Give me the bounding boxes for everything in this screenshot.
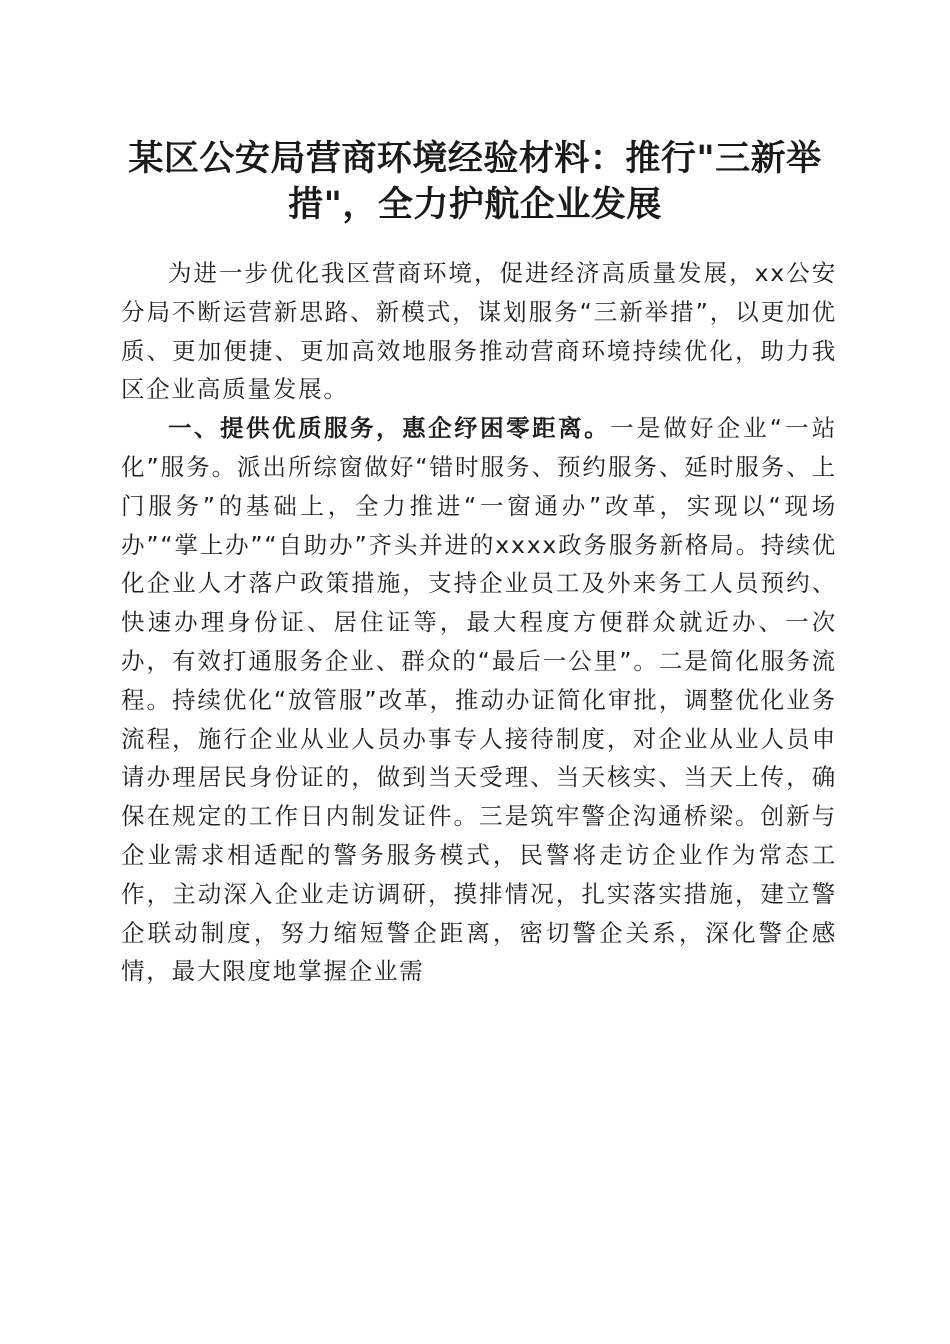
- intro-paragraph: [121, 254, 837, 409]
- document-title: 某区公安局营商环境经验材料：推行"三新举措"，全力护航企业发展: [128, 138, 822, 225]
- intro-paragraph-text: 为进一步优化我区营商环境，促进经济高质量发展，xx公安分局不断运营新思路、新模式，谋划服务“三新举措”，以更加优质、更加便捷、更加高效地服务推动营商环境持续优化，助力我区企业高质量发展。: [121, 259, 837, 404]
- section-one-heading: 一、提供优质服务，惠企纾困零距离。: [168, 414, 611, 443]
- document-body: [121, 254, 837, 991]
- section-one-text: 一是做好企业“一站化”服务。派出所综窗做好“错时服务、预约服务、延时服务、上门服务”的基础上，全力推进“一窗通办”改革，实现以“现场办”“掌上办”“自助办”齐头并进的xxxx政务服务新格局。持续优化企业人才落户政策措施，支持企业员工及外来务工人员预约、快速办理身份证、居住证等，最大程度方便群众就近办、一次办，有效打通服务企业、群众的“最后一公里”。二是简化服务流程。持续优化“放管服”改革，推动办证简化审批，调整优化业务流程，施行企业从业人员办事专人接待制度，对企业从业人员申请办理居民身份证的，做到当天受理、当天核实、当天上传，确保在规定的工作日内制发证件。三是筑牢警企沟通桥梁。创新与企业需求相适配的警务服务模式，民警将走访企业作为常态工作，主动深入企业走访调研，摸排情况，扎实落实措施，建立警企联动制度，努力缩短警企距离，密切警企关系，深化警企感情，最大限度地掌握企业需: [121, 414, 838, 986]
- section-one-paragraph: [121, 409, 837, 991]
